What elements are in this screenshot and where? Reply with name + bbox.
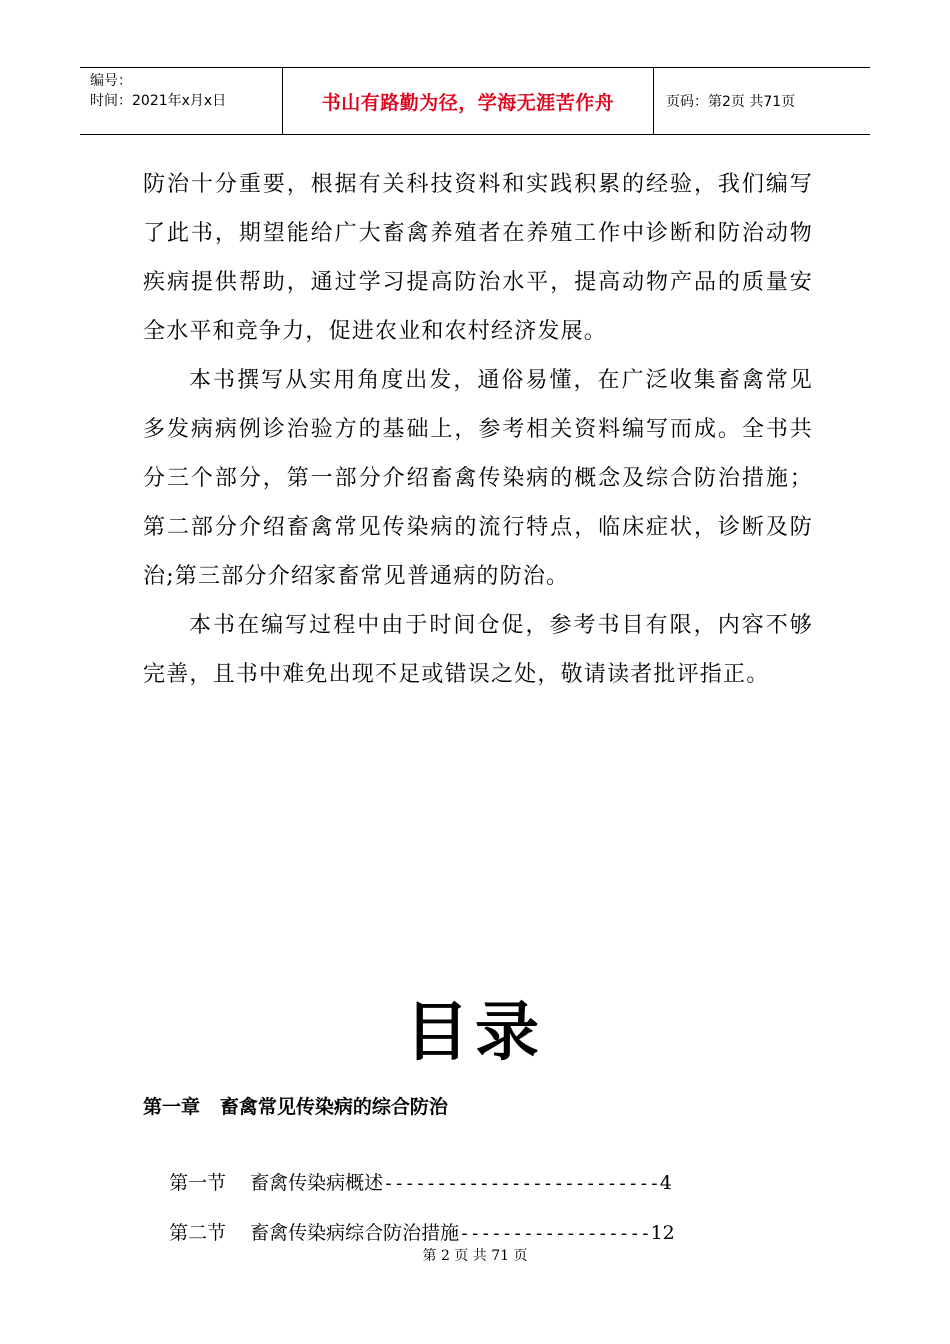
header-page-info: 页码：第2页 共71页	[666, 94, 796, 110]
paragraph: 防治十分重要，根据有关科技资料和实践积累的经验，我们编写了此书，期望能给广大畜禽养殖者在养殖工作中诊断和防治动物疾病提供帮助，通过学习提高防治水平，提高动物产品的质量安全水平和竞争力，促进农业和农村经济发展。	[143, 172, 813, 344]
toc-entry-title: 畜禽传染病概述	[250, 1172, 384, 1194]
toc-entry[interactable]	[157, 1191, 675, 1248]
header-meta	[80, 68, 282, 134]
toc-entry-number: 第一节	[169, 1172, 227, 1194]
toc-entry-page: 12	[650, 1222, 675, 1244]
paragraph: 本书在编写过程中由于时间仓促，参考书目有限，内容不够完善，且书中难免出现不足或错误之处，敬请读者批评指正。	[143, 613, 813, 687]
toc-entry-number: 第二节	[169, 1222, 227, 1244]
header-motto: 书山有路勤为径，学海无涯苦作舟	[282, 68, 654, 134]
toc-entry-page: 4	[659, 1172, 672, 1194]
time-label: 时间：2021年x月x日	[90, 93, 227, 109]
body-text	[143, 160, 813, 699]
number-label: 编号：	[90, 73, 132, 89]
toc-entry-leader: --------------------------	[383, 1173, 660, 1194]
toc-title: 目录	[405, 996, 545, 1070]
toc-entry[interactable]	[157, 1141, 672, 1198]
page-header	[80, 67, 870, 135]
paragraph: 本书撰写从实用角度出发，通俗易懂，在广泛收集畜禽常见多发病病例诊治验方的基础上，参考相关资料编写而成。全书共分三个部分，第一部分介绍畜禽传染病的概念及综合防治措施；第二部分介绍畜禽常见传染病的流行特点，临床症状，诊断及防治;第三部分介绍家畜常见普通病的防治。	[143, 368, 813, 589]
toc-entry-title: 畜禽传染病综合防治措施	[250, 1222, 460, 1244]
toc-entry-leader: ------------------	[459, 1223, 651, 1244]
page-footer: 第 2 页 共 71 页	[422, 1248, 528, 1264]
toc-chapter-heading[interactable]: 第一章 畜禽常见传染病的综合防治	[143, 1096, 448, 1118]
